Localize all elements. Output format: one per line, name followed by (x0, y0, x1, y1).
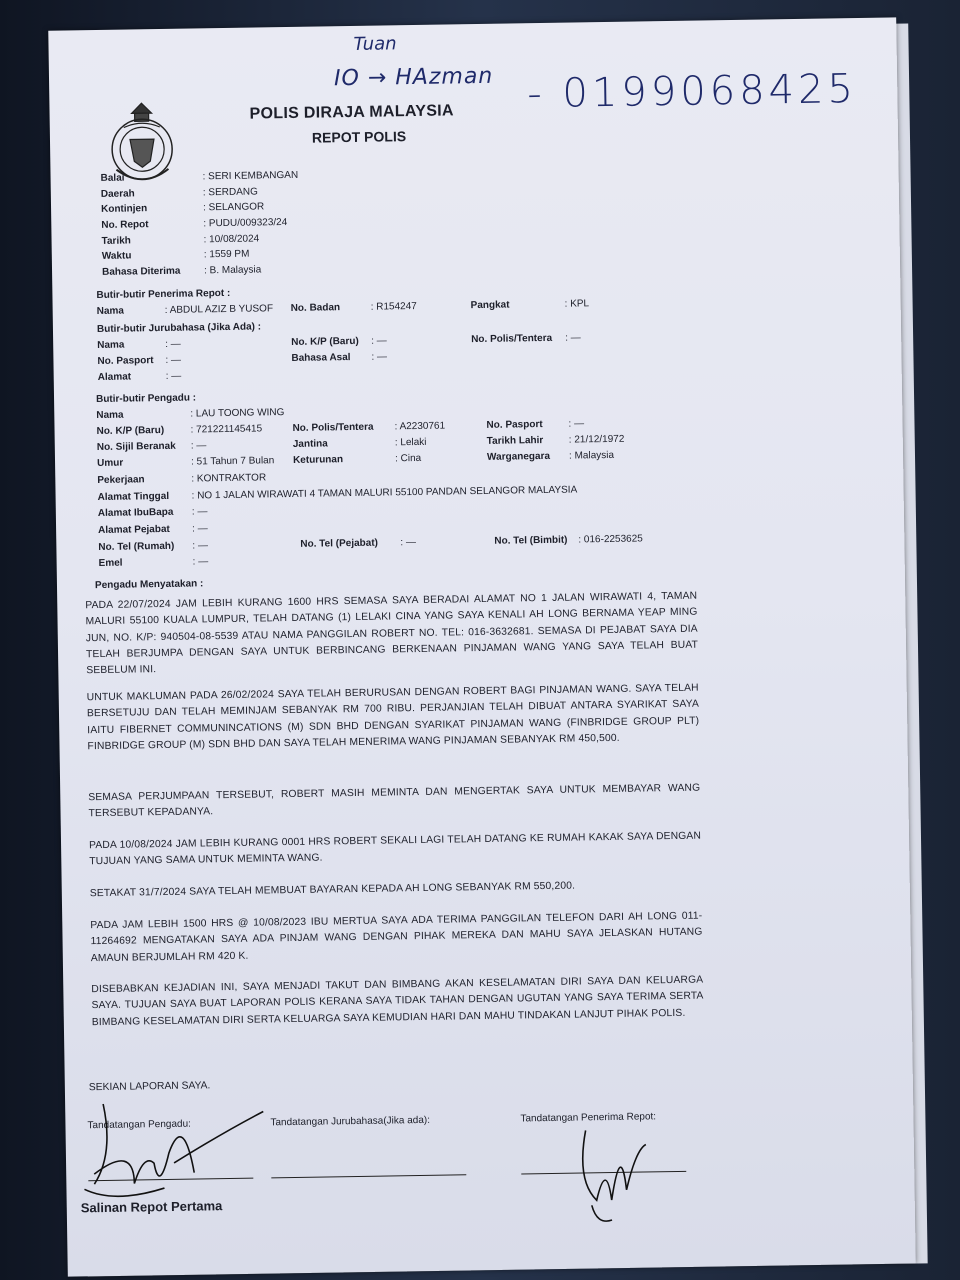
pengadu-umur-label: Umur (96, 457, 124, 470)
pengadu-telrumah-label: No. Tel (Rumah) (98, 540, 175, 554)
statement-paragraph: DISEBABKAN KEJADIAN INI, SAYA MENJADI TAKUT DAN BIMBANG AKAN KESELAMATAN DIRI SAYA DAN KELUARGA SAYA. TUJUAN SAYA BUAT LAPORAN POLIS KERANA SAYA TIDAK TAHAN DENGAN UGUTAN YANG SAYA TERIMA SERTA BIMBANG KESELAMATAN DIRI SERTA KELUARGA SAYA KEMUDIAN HARI DAN MAHU TINDAKAN LANJUT PIHAK POLIS. (91, 974, 704, 1028)
pengadu-warga-value: : Malaysia (568, 449, 615, 462)
pengadu-pejabat-value: : — (192, 523, 208, 535)
pengadu-jantina-value: : Lelaki (394, 436, 427, 449)
receiver-signature-icon (565, 1119, 657, 1230)
pengadu-tinggal-label: Alamat Tinggal (97, 490, 170, 504)
handwritten-tuan: Tuan (353, 33, 397, 55)
pengadu-telrumah-value: : — (192, 540, 209, 552)
pengadu-pasport-value: : — (568, 418, 585, 430)
pengadu-telpejabat-label: No. Tel (Pejabat) (300, 537, 379, 550)
penerima-badan-label: No. Badan (290, 302, 341, 314)
info-value-waktu: : 1559 PM (203, 248, 250, 261)
pengadu-kp-label: No. K/P (Baru) (96, 424, 165, 438)
pengadu-ibubapa-value: : — (191, 506, 208, 518)
statement-paragraph: SEMASA PERJUMPAAN TERSEBUT, ROBERT MASIH MEMINTA DAN MENGERTAK SAYA UNTUK MEMBAYAR WANG TERSEBUT KEPADANYA. (88, 782, 701, 820)
statement-closing: SEKIAN LAPORAN SAYA. (88, 1080, 211, 1094)
signature-label-penerima: Tandatangan Penerima Repot: (520, 1111, 657, 1125)
jurubahasa-polis-label: No. Polis/Tentera (471, 332, 553, 346)
pengadu-ibubapa-label: Alamat IbuBapa (97, 506, 174, 520)
statement-paragraph: PADA 22/07/2024 JAM LEBIH KURANG 1600 HRS SEMASA SAYA BERADAI ALAMAT NO 1 JALAN WIRAWATI 4, TAMAN MALURI 55100 KUALA LUMPUR, TELAH DATANG (1) LELAKI CINA YANG SAYA KENALI AH LONG BERNAMA YEAP MING JUN, NO. K/P: 940504-08-5539 ATAU NAMA PANGGILAN ROBERT NO. TEL: 016-3632681. SEMASA DI PEJABAT SAYA DIA TELAH BERJUMPA DENGAN SAYA UNTUK BERBINCANG BERKENAAN PINJAMAN WANG YANG SAYA TELAH BUAT SEBELUM INI. (85, 590, 699, 677)
page-subtitle: REPOT POLIS (311, 128, 407, 146)
pengadu-lahir-value: : 21/12/1972 (568, 433, 625, 446)
info-label-waktu: Waktu (101, 250, 132, 262)
jurubahasa-bahasa-label: Bahasa Asal (291, 352, 351, 364)
info-value-balai: : SERI KEMBANGAN (202, 169, 299, 183)
signature-line-jurubahasa (271, 1174, 466, 1178)
info-label-tarikh: Tarikh (101, 235, 131, 247)
pengadu-pekerjaan-label: Pekerjaan (97, 474, 145, 487)
pengadu-jantina-label: Jantina (292, 438, 328, 450)
pengadu-telbimbit-value: : 016-2253625 (578, 533, 643, 546)
penerima-nama-value: : ABDUL AZIZ B YUSOF (164, 303, 274, 316)
penerima-pangkat-value: : KPL (564, 298, 590, 310)
pengadu-pejabat-label: Alamat Pejabat (98, 523, 170, 537)
pengadu-sijil-label: No. Sijil Beranak (96, 440, 176, 454)
info-label-kontinjen: Kontinjen (100, 203, 148, 215)
pengadu-tinggal-value: : NO 1 JALAN WIRAWATI 4 TAMAN MALURI 55100 PANDAN SELANGOR MALAYSIA (191, 484, 578, 502)
pengadu-polis-value: : A2230761 (394, 420, 446, 433)
jurubahasa-alamat-value: : — (165, 370, 182, 382)
pengadu-emel-value: : — (192, 556, 209, 568)
signature-label-jurubahasa: Tandatangan Jurubahasa(Jika ada): (270, 1114, 431, 1129)
pengadu-keturunan-value: : Cina (394, 452, 422, 465)
pengadu-sijil-value: : — (190, 440, 207, 452)
penerima-badan-value: : R154247 (370, 300, 417, 313)
penerima-heading: Butir-butir Penerima Repot : (96, 287, 231, 302)
pengadu-emel-label: Emel (98, 557, 123, 570)
signature-label-pengadu: Tandatangan Pengadu: (87, 1118, 191, 1132)
pengadu-telpejabat-value: : — (400, 537, 416, 549)
info-label-daerah: Daerah (100, 188, 135, 200)
penerima-nama-label: Nama (96, 305, 125, 318)
info-label-no-repot: No. Repot (101, 219, 149, 231)
pengadu-lahir-label: Tarikh Lahir (486, 435, 544, 447)
jurubahasa-pasport-value: : — (165, 354, 182, 366)
penerima-pangkat-label: Pangkat (470, 299, 510, 312)
pengadu-kp-value: : 721221145415 (190, 423, 263, 436)
statement-paragraph: SETAKAT 31/7/2024 SAYA TELAH MEMBUAT BAYARAN KEPADA AH LONG SEBANYAK RM 550,200. (89, 880, 576, 900)
statement-heading: Pengadu Menyatakan : (94, 578, 204, 592)
jurubahasa-kp-value: : — (371, 335, 387, 347)
pengadu-umur-value: : 51 Tahun 7 Bulan (190, 455, 275, 468)
pengadu-telbimbit-label: No. Tel (Bimbit) (494, 534, 568, 547)
jurubahasa-polis-value: : — (565, 332, 581, 344)
jurubahasa-nama-label: Nama (97, 339, 125, 352)
jurubahasa-pasport-label: No. Pasport (97, 355, 154, 368)
page-title: POLIS DIRAJA MALAYSIA (249, 102, 454, 123)
jurubahasa-heading: Butir-butir Jurubahasa (Jika Ada) : (96, 321, 262, 336)
info-value-kontinjen: : SELANGOR (202, 201, 265, 214)
info-value-bahasa: : B. Malaysia (203, 264, 262, 277)
complainant-signature-icon (73, 1091, 275, 1204)
police-report-page (48, 17, 915, 1276)
info-label-balai: Balai (100, 172, 125, 184)
pengadu-pekerjaan-value: : KONTRAKTOR (191, 472, 267, 485)
info-label-bahasa: Bahasa Diterima (101, 265, 181, 278)
pengadu-warga-label: Warganegara (486, 450, 551, 463)
pengadu-nama-value: : LAU TOONG WING (190, 407, 285, 420)
info-value-daerah: : SERDANG (202, 186, 258, 199)
pengadu-pasport-label: No. Pasport (486, 419, 543, 431)
statement-paragraph: PADA 10/08/2024 JAM LEBIH KURANG 0001 HRS ROBERT SEKALI LAGI TELAH DATANG KE RUMAH KAKAK SAYA DENGAN TUJUAN YANG SAMA UNTUK MEMINTA WANG. (88, 830, 702, 868)
info-value-tarikh: : 10/08/2024 (203, 233, 260, 246)
jurubahasa-nama-value: : — (165, 338, 181, 350)
handwritten-phone: - 0199068425 (526, 66, 858, 118)
statement-paragraph: PADA JAM LEBIH 1500 HRS @ 10/08/2023 IBU MERTUA SAYA ADA TERIMA PANGGILAN TELEFON DARI AH LONG 011-11264692 MENGATAKAN SAYA ADA PINJAM WANG DENGAN PIHAK MEREKA DAN MAHU SAYA JELASKAN HUTANG AMAUN BERJUMLAH RM 420 K. (90, 910, 703, 964)
jurubahasa-alamat-label: Alamat (97, 371, 132, 384)
jurubahasa-kp-label: No. K/P (Baru) (291, 335, 359, 348)
info-value-no-repot: : PUDU/009323/24 (203, 217, 288, 230)
pengadu-heading: Butir-butir Pengadu : (95, 392, 197, 406)
jurubahasa-bahasa-value: : — (371, 351, 388, 363)
pengadu-polis-label: No. Polis/Tentera (292, 421, 374, 434)
pengadu-keturunan-label: Keturunan (292, 454, 344, 466)
copy-label: Salinan Repot Pertama (80, 1198, 223, 1216)
handwritten-io-name: IO → HAzman (333, 63, 494, 92)
statement-paragraph: UNTUK MAKLUMAN PADA 26/02/2024 SAYA TELAH BERURUSAN DENGAN ROBERT BAGI PINJAMAN WANG. SAYA TELAH BERSETUJU DAN TELAH MEMINJAM SEBANYAK RM 700 RIBU. PERJANJIAN TELAH DIBUAT ANTARA SYARIKAT SAYA IAITU FIBERNET COMMUNINCATIONS (M) SDN BHD DENGAN SYARIKAT PINJAMAN WANG (FINBRIDGE GROUP PLT) FINBRIDGE GROUP (M) SDN BHD DAN SAYA TELAH MENERIMA WANG PINJAMAN SEBANYAK RM 450,500. (86, 682, 700, 753)
pengadu-nama-label: Nama (96, 409, 124, 422)
